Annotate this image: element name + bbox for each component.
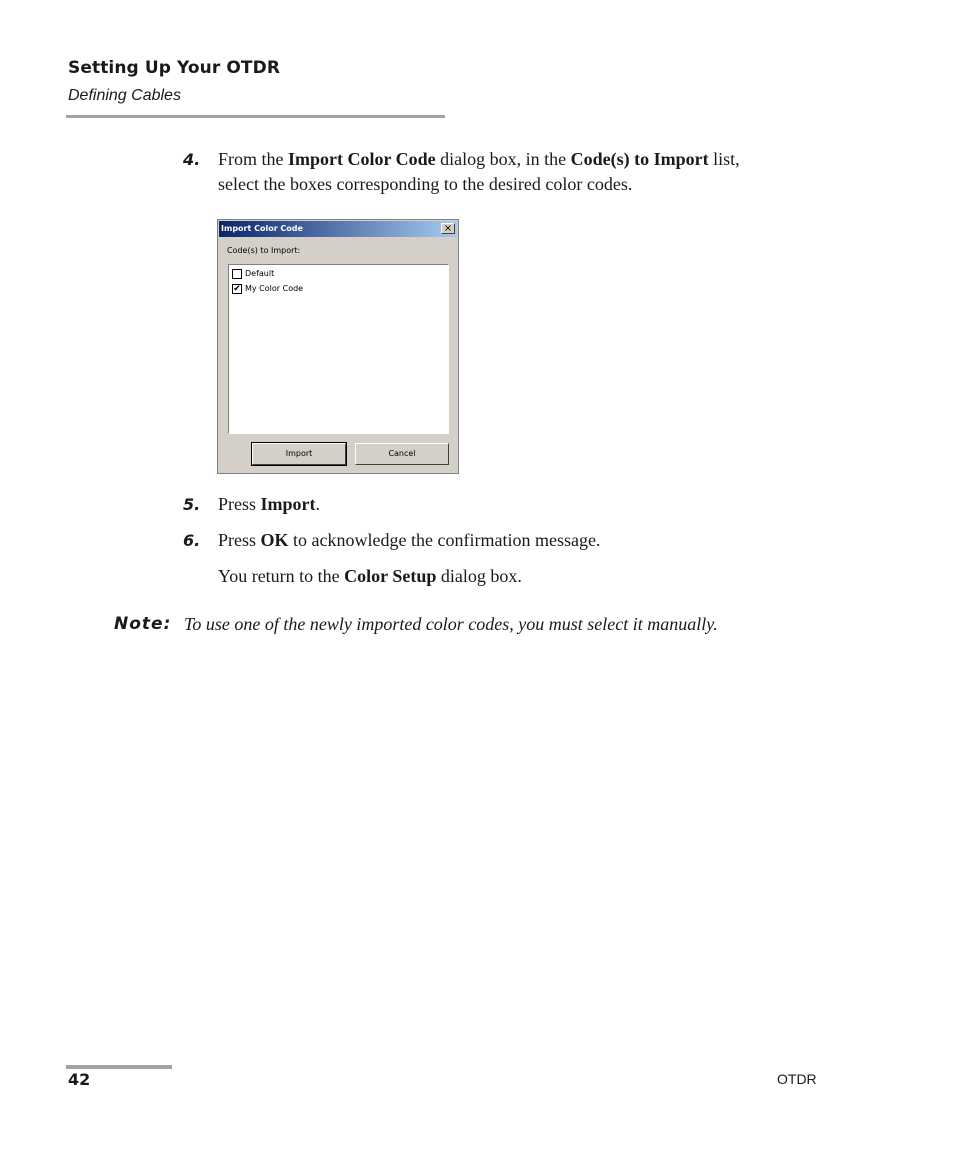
step-text: Press OK to acknowledge the confirmation message. <box>218 530 601 550</box>
list-item-my-color-code[interactable]: ✔ My Color Code <box>233 283 304 294</box>
list-item-default[interactable]: Default <box>232 268 274 280</box>
checkbox-my-color-code[interactable]: ✔ <box>233 283 241 294</box>
return-text: You return to the Color Setup dialog box. <box>218 566 522 586</box>
color-setup-ref: Color Setup <box>344 566 437 586</box>
page-number: 42 <box>68 1070 91 1089</box>
codes-list <box>228 264 449 434</box>
step-number: 5. <box>183 495 201 514</box>
step-number: 6. <box>183 531 201 550</box>
codes-to-import-label: Code(s) to Import: <box>227 246 301 255</box>
import-color-code-ref: Import Color Code <box>288 149 436 169</box>
import-color-code-dialog <box>217 219 459 474</box>
close-icon[interactable]: × <box>441 223 455 234</box>
import-ref: Import <box>260 494 316 514</box>
step-text: From the Import Color Code dialog box, in the Code(s) to Import list, select the boxes corresponding to the desired color codes. <box>218 149 740 194</box>
header-rule <box>66 115 445 118</box>
footer-rule <box>66 1065 172 1069</box>
checkbox-default[interactable] <box>232 269 242 279</box>
codes-to-import-ref: Code(s) to Import <box>570 149 709 169</box>
note-text: To use one of the newly imported color codes, you must select it manually. <box>184 614 718 634</box>
note-label: Note: <box>114 614 172 634</box>
import-button[interactable]: Import <box>252 443 346 465</box>
section-subtitle: Defining Cables <box>68 87 181 104</box>
product-name: OTDR <box>777 1071 817 1087</box>
ok-ref: OK <box>260 530 289 550</box>
section-title: Setting Up Your OTDR <box>68 58 281 78</box>
step-text: Press Import. <box>218 494 321 514</box>
cancel-button[interactable]: Cancel <box>355 443 449 465</box>
step-number: 4. <box>183 150 201 169</box>
dialog-title-bar: Import Color Code <box>219 221 457 237</box>
